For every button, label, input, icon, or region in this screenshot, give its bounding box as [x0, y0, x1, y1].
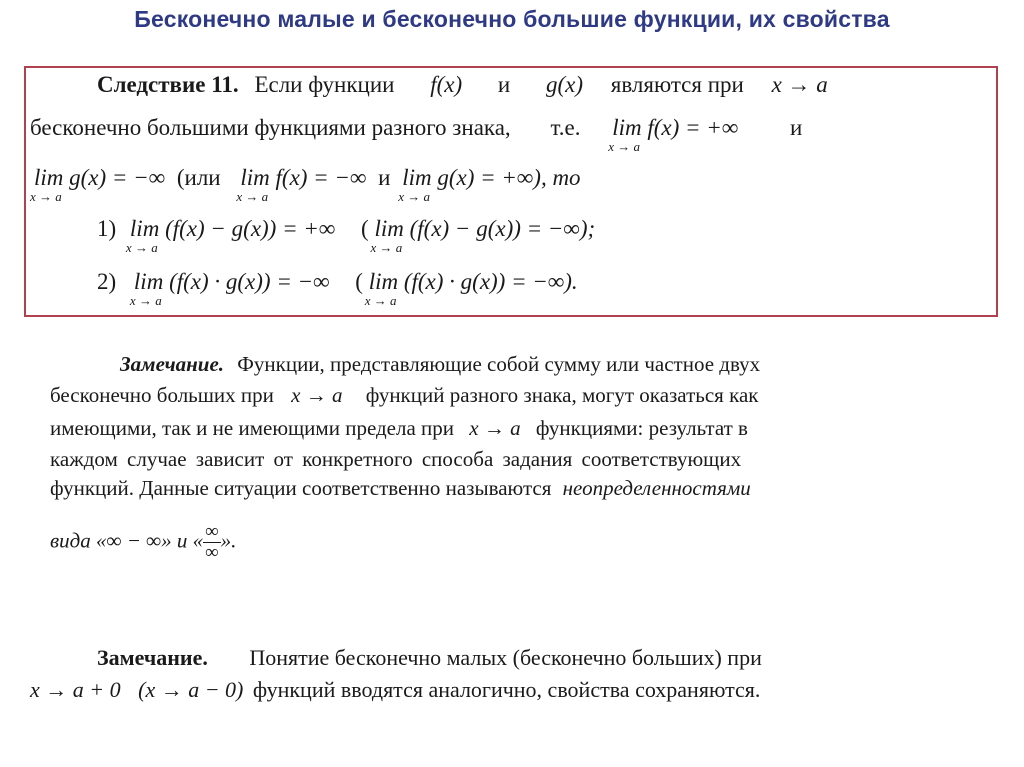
lim-operator: lim x → a — [125, 216, 160, 255]
corollary-line-2: бесконечно большими функциями разного знака, т.е. lim x → a f(x) = +∞ и — [30, 115, 803, 154]
lim-operator: lim x → a — [129, 269, 164, 308]
remark2-line-1: Замечание. Понятие бесконечно малых (бесконечно больших) при — [97, 645, 762, 670]
remark2-label: Замечание. — [97, 645, 208, 670]
function-f: f(x) — [430, 72, 463, 97]
remark1-line-4: каждом случае зависит от конкретного способа задания соответствующих — [50, 447, 742, 471]
remark1-line-2: бесконечно больших при x → a функций разного знака, могут оказаться как — [50, 383, 759, 407]
remark1-line-6: вида «∞ − ∞» и « $\frac{\infty}{\infty}$ ». — [50, 521, 237, 563]
remark1-line-3: имеющими, так и не имеющими предела при x → a функциями: результат в — [50, 416, 748, 440]
fraction-inf-over-inf: $\frac{\infty}{\infty}$ — [205, 521, 219, 563]
lim-operator: lim x → a — [364, 269, 399, 308]
function-g: g(x) — [545, 72, 583, 97]
lim-operator: lim x → a — [398, 165, 432, 204]
remark1-label: Замечание. — [120, 352, 225, 376]
corollary-line-3: lim x → a g(x) = −∞ (или lim x → a f(x) = −∞ и lim x → a g(x) = +∞), то — [30, 165, 581, 204]
term-indeterminacy: неопределенностями — [562, 476, 751, 500]
lim-operator: lim x → a — [370, 216, 404, 255]
lim-operator: lim x → a — [236, 165, 270, 204]
slide-title: Бесконечно малые и бесконечно большие функции, их свойства — [134, 6, 890, 32]
remark2-line-2: x → a + 0 (x → a − 0) функций вводятся аналогично, свойства сохраняются. — [30, 677, 761, 702]
corollary-label: Следствие 11. — [97, 72, 239, 97]
corollary-item-1: 1) lim x → a (f(x) − g(x)) = +∞ ( lim x → a (f(x) − g(x)) = −∞); — [97, 216, 596, 255]
corollary-line-1: Следствие 11. Если функции f(x) и g(x) являются при x → a — [97, 72, 828, 97]
corollary-item-2: 2) lim x → a (f(x) · g(x)) = −∞ ( lim x → a (f(x) · g(x)) = −∞). — [97, 269, 578, 308]
remark1-line-1: Замечание. Функции, представляющие собой сумму или частное двух — [120, 352, 761, 376]
remark1-line-5: функций. Данные ситуации соответственно называются неопределенностями — [50, 476, 751, 500]
lim-operator: lim x → a — [608, 115, 642, 154]
lim-operator: lim x → a — [30, 165, 64, 204]
